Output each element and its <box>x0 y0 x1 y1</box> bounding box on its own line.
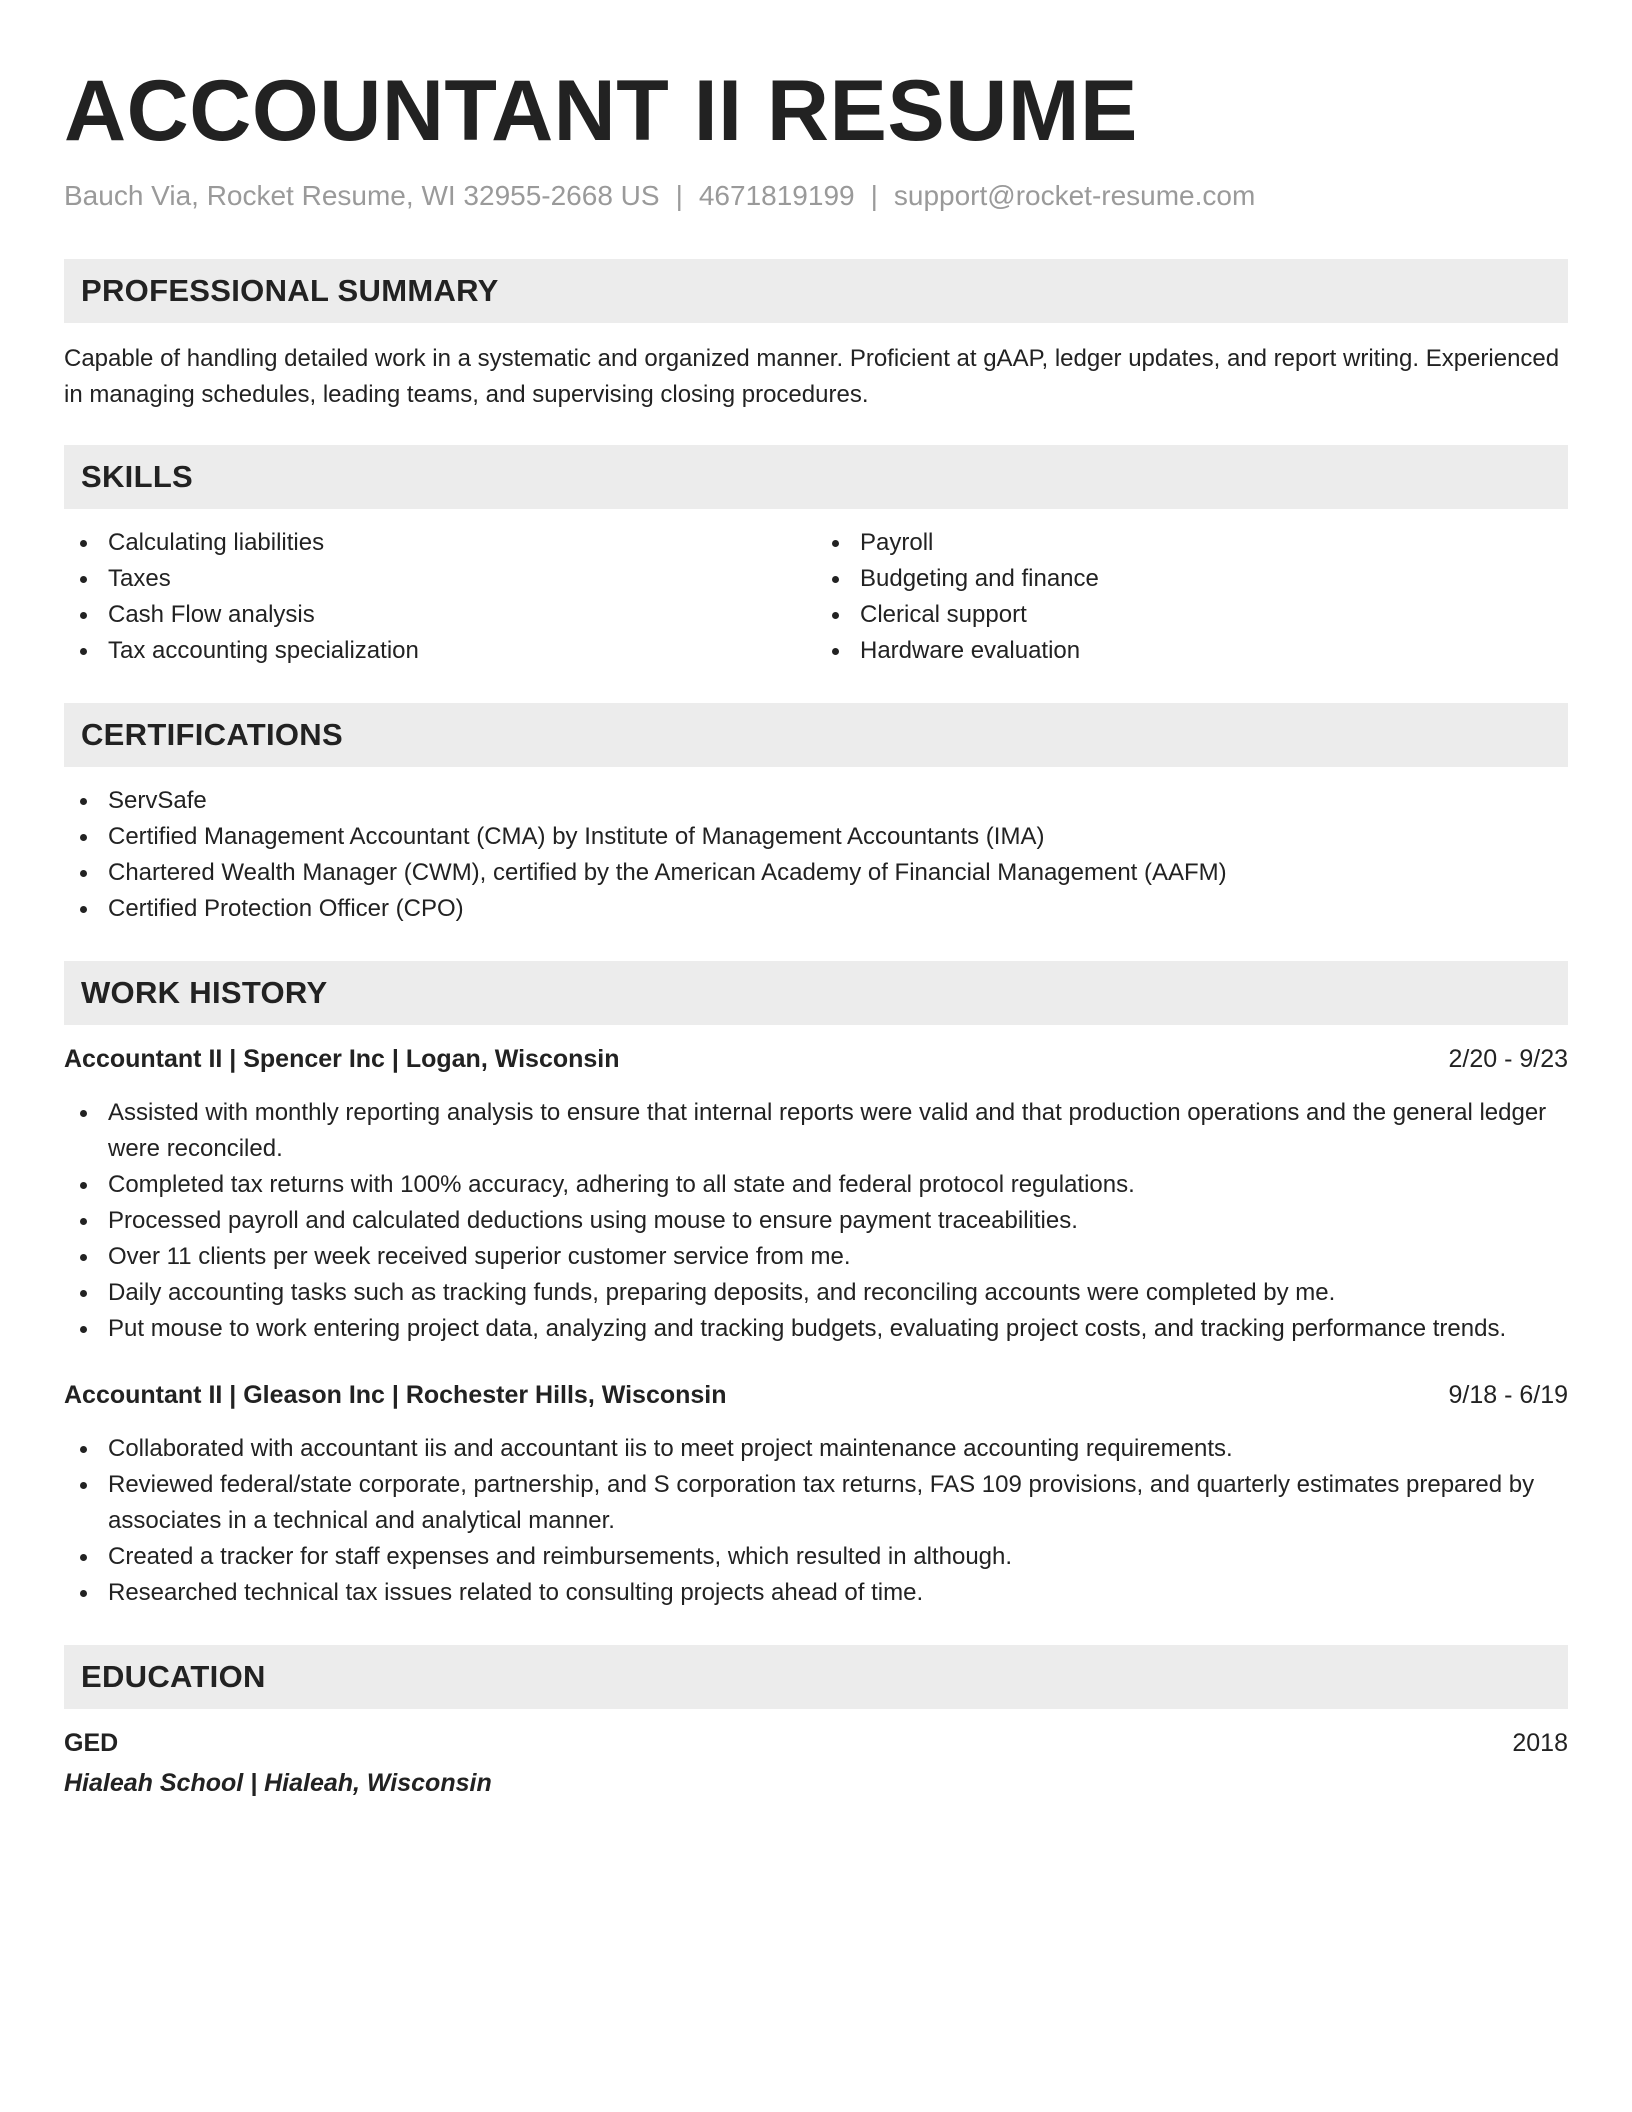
job-bullet: Daily accounting tasks such as tracking funds, preparing deposits, and reconciling accounts were completed by me. <box>64 1275 1568 1311</box>
job-bullet: Created a tracker for staff expenses and reimbursements, which resulted in although. <box>64 1539 1568 1575</box>
job-entry <box>64 1041 1568 1347</box>
job-bullet: Researched technical tax issues related to consulting projects ahead of time. <box>64 1575 1568 1611</box>
job-dates: 9/18 - 6/19 <box>1448 1381 1568 1409</box>
job-title: Accountant II | Gleason Inc | Rochester Hills, Wisconsin <box>64 1381 727 1409</box>
skill-item: Tax accounting specialization <box>64 633 816 669</box>
job-header <box>64 1041 1568 1077</box>
skills-list-left <box>64 525 816 669</box>
certifications-section <box>64 703 1568 927</box>
work-heading: WORK HISTORY <box>64 961 1568 1025</box>
skills-section <box>64 445 1568 669</box>
work-section <box>64 961 1568 1611</box>
skills-list-right <box>816 525 1568 669</box>
job-dates: 2/20 - 9/23 <box>1448 1045 1568 1073</box>
resume-title: ACCOUNTANT II RESUME <box>64 63 1138 159</box>
job-bullet: Put mouse to work entering project data, analyzing and tracking budgets, evaluating project costs, and tracking performance trends. <box>64 1311 1568 1347</box>
skill-item: Clerical support <box>816 597 1568 633</box>
summary-text: Capable of handling detailed work in a systematic and organized manner. Proficient at gAAP, ledger updates, and report writing. Experienced in managing schedules, leading teams, and supervising closing procedures. <box>64 345 1560 408</box>
job-header <box>64 1377 1568 1413</box>
education-heading: EDUCATION <box>64 1645 1568 1709</box>
contact-line <box>64 180 1568 212</box>
job-bullet: Collaborated with accountant iis and accountant iis to meet project maintenance accounting requirements. <box>64 1431 1568 1467</box>
job-title: Accountant II | Spencer Inc | Logan, Wisconsin <box>64 1045 620 1073</box>
certifications-list <box>64 783 1568 927</box>
contact-address: Bauch Via, Rocket Resume, WI 32955-2668 US <box>64 180 660 211</box>
certifications-heading: CERTIFICATIONS <box>64 703 1568 767</box>
certification-item: Chartered Wealth Manager (CWM), certified by the American Academy of Financial Management (AAFM) <box>64 855 1568 891</box>
job-entry <box>64 1377 1568 1611</box>
contact-separator: | <box>675 180 683 211</box>
skill-item: Budgeting and finance <box>816 561 1568 597</box>
contact-separator: | <box>870 180 878 211</box>
summary-section <box>64 259 1568 413</box>
job-bullet: Completed tax returns with 100% accuracy, adhering to all state and federal protocol regulations. <box>64 1167 1568 1203</box>
contact-phone: 4671819199 <box>698 180 855 211</box>
education-section <box>64 1645 1568 1801</box>
job-bullet: Reviewed federal/state corporate, partnership, and S corporation tax returns, FAS 109 provisions, and quarterly estimates prepared by associates in a technical and analytical manner. <box>64 1467 1568 1539</box>
certification-item: ServSafe <box>64 783 1568 819</box>
skill-item: Taxes <box>64 561 816 597</box>
job-bullets <box>64 1431 1568 1611</box>
certification-item: Certified Management Accountant (CMA) by Institute of Management Accountants (IMA) <box>64 819 1568 855</box>
skills-grid <box>64 525 1568 669</box>
skill-item: Hardware evaluation <box>816 633 1568 669</box>
skill-item: Payroll <box>816 525 1568 561</box>
summary-heading: PROFESSIONAL SUMMARY <box>64 259 1568 323</box>
job-bullet: Assisted with monthly reporting analysis to ensure that internal reports were valid and that production operations and the general ledger were reconciled. <box>64 1095 1568 1167</box>
job-bullet: Processed payroll and calculated deductions using mouse to ensure payment traceabilities. <box>64 1203 1568 1239</box>
skills-heading: SKILLS <box>64 445 1568 509</box>
skill-item: Cash Flow analysis <box>64 597 816 633</box>
certification-item: Certified Protection Officer (CPO) <box>64 891 1568 927</box>
education-year: 2018 <box>1512 1729 1568 1757</box>
education-degree: GED <box>64 1729 119 1757</box>
education-header <box>64 1725 1568 1761</box>
education-school: Hialeah School | Hialeah, Wisconsin <box>64 1769 492 1797</box>
job-bullet: Over 11 clients per week received superior customer service from me. <box>64 1239 1568 1275</box>
job-bullets <box>64 1095 1568 1347</box>
skill-item: Calculating liabilities <box>64 525 816 561</box>
contact-email: support@rocket-resume.com <box>893 180 1256 211</box>
